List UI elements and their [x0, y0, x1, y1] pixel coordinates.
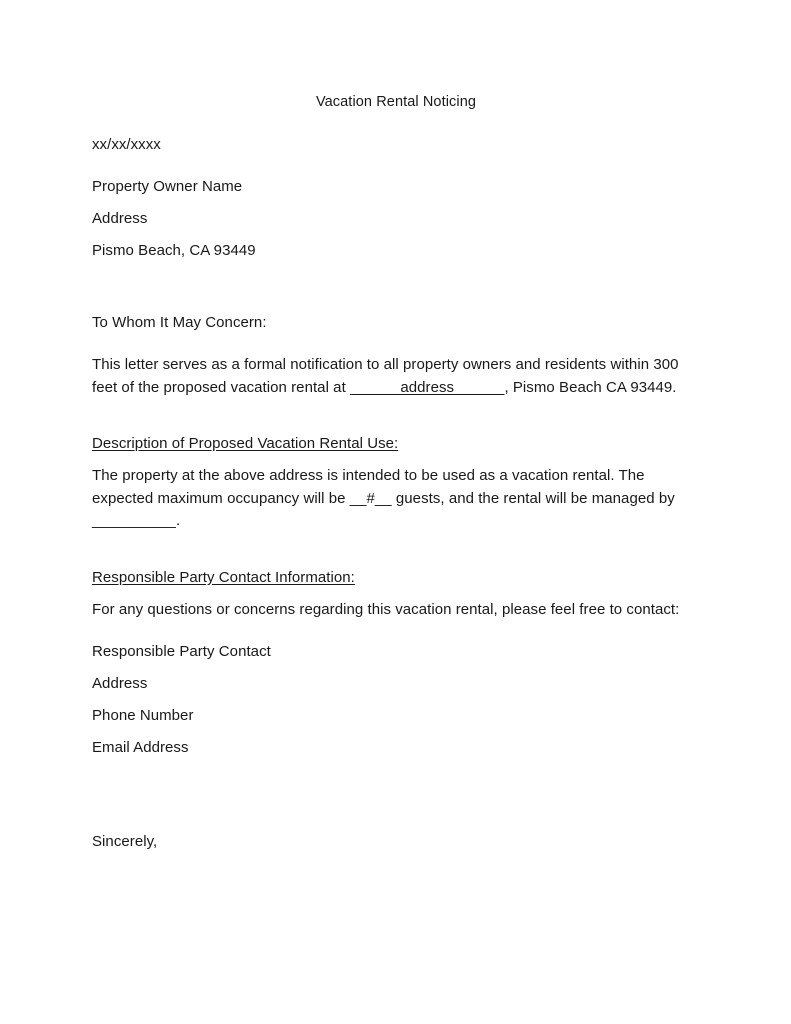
spacer-before-salutation: [92, 272, 700, 312]
page-title: Vacation Rental Noticing: [315, 94, 477, 110]
document-body: [92, 92, 700, 863]
spacer-before-contact-heading: [92, 533, 700, 567]
section-heading-contact: Responsible Party Contact Information:: [92, 568, 355, 586]
section-heading-description: Description of Proposed Vacation Rental Use:: [92, 435, 399, 452]
recipient-city-state-zip: Pismo Beach, CA 93449: [92, 242, 256, 259]
occupancy-blank: __#__: [349, 489, 392, 507]
spacer-before-intro: [92, 344, 700, 354]
manager-blank: __________: [92, 512, 176, 529]
description-text-before-occupancy: The property at the above address is intended to be used as a vacation rental. The expected maximum occupancy will be: [92, 467, 645, 507]
closing-salutation: Sincerely,: [92, 832, 158, 850]
salutation: To Whom It May Concern:: [92, 314, 267, 331]
letter-date: xx/xx/xxxx: [92, 136, 161, 153]
spacer-before-contact-intro: [92, 589, 700, 599]
contact-field-address: Address: [92, 674, 148, 692]
description-text-between-blanks: guests, and the rental will be managed by: [391, 489, 675, 507]
spacer-before-contact-fields: [92, 631, 700, 641]
spacer-before-description-body: [92, 455, 700, 465]
intro-text-before-blank: This letter serves as a formal notification to all property owners and residents within 300 feet of the proposed vacation rental at: [92, 356, 679, 396]
recipient-address: Address: [92, 210, 148, 227]
spacer-before-closing: [92, 769, 700, 831]
description-paragraph: [92, 465, 700, 533]
intro-text-after-blank: , Pismo Beach CA 93449.: [504, 378, 677, 396]
description-text-after-manager: .: [175, 512, 181, 529]
contact-field-responsible-party: Responsible Party Contact: [92, 642, 271, 660]
contact-field-phone: Phone Number: [92, 706, 194, 724]
contact-intro: For any questions or concerns regarding this vacation rental, please feel free to contact:: [92, 600, 680, 618]
contact-field-email: Email Address: [92, 738, 189, 756]
address-blank: ______address______: [350, 378, 505, 396]
spacer-after-date: [92, 166, 700, 176]
recipient-name: Property Owner Name: [92, 178, 243, 195]
intro-paragraph: [92, 354, 700, 399]
spacer-before-description-heading: [92, 399, 700, 433]
